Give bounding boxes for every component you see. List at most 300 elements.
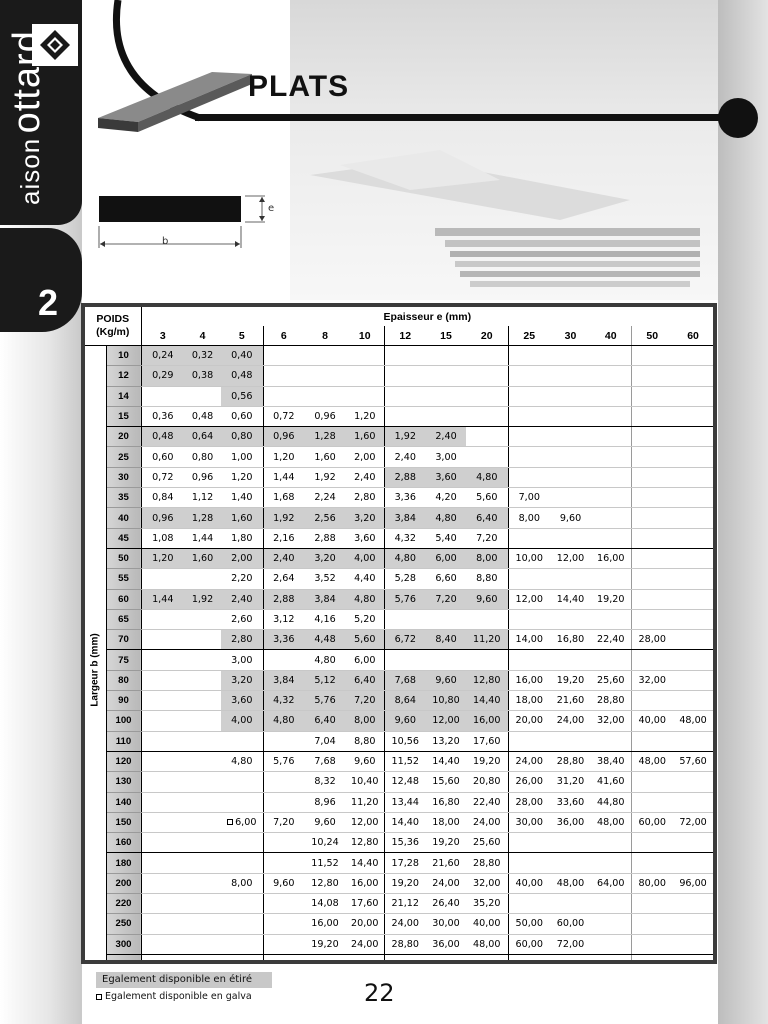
weight-value: 2,88 [273,593,295,605]
weight-value: 4,48 [314,634,336,646]
weight-value: 16,80 [556,634,585,646]
table-row [85,366,713,386]
weight-cell [466,853,508,873]
weight-value: 2,40 [273,553,295,565]
weight-value: 1,92 [394,431,416,443]
weight-cell [221,772,263,792]
weight-value: 3,12 [273,614,295,625]
weight-cell [591,488,631,508]
weight-cell [141,346,184,366]
weight-value: 40,00 [473,918,501,930]
weight-value: 26,40 [432,898,460,910]
thickness-header: 6 [263,326,304,346]
weight-value: 16,80 [432,796,460,808]
weight-cell [591,386,631,406]
galva-marker-icon [96,994,102,1000]
table-row [85,346,713,366]
weight-cell [346,488,384,508]
weight-cell [426,589,466,609]
weight-value: 9,60 [273,877,295,889]
weight-cell [673,650,713,670]
weight-cell [508,650,550,670]
weight-cell [184,751,221,771]
width-row-header: 180 [106,853,141,873]
table-row [85,934,713,954]
weight-cell [346,548,384,568]
weight-cell [591,751,631,771]
weight-cell [384,833,426,853]
weight-value: 2,40 [394,451,416,463]
weight-value: 2,40 [435,431,457,443]
weight-cell [550,467,591,487]
weight-value: 48,00 [638,756,666,768]
weight-value: 28,80 [556,756,585,768]
weight-cell [508,366,550,386]
weight-cell [591,447,631,467]
weight-cell [184,914,221,934]
weight-cell [184,569,221,589]
weight-cell [631,731,673,751]
weight-cell [550,833,591,853]
weight-value: 7,20 [354,695,376,707]
weight-cell [384,894,426,914]
weight-value: 4,80 [231,756,253,768]
weight-value: 4,16 [314,614,336,625]
weight-cell [263,751,304,771]
weight-cell [141,508,184,528]
weight-cell [550,934,591,954]
table-row [85,711,713,731]
weight-cell [384,508,426,528]
width-row-header: 25 [106,447,141,467]
weight-cell [346,589,384,609]
weight-cell [184,873,221,893]
weight-cell [346,630,384,650]
weight-cell [304,812,346,832]
weight-value: 14,00 [515,634,543,646]
weight-cell [141,914,184,934]
weight-value: 2,64 [273,573,295,585]
weight-value: 1,68 [273,492,295,504]
weight-cell [591,812,631,832]
weight-cell [550,427,591,447]
thickness-group-header: Epaisseur e (mm) [383,310,472,323]
weight-cell [346,650,384,670]
weight-cell [221,914,263,934]
weight-cell [631,386,673,406]
weight-cell [508,447,550,467]
weight-cell [591,914,631,934]
weight-cell [631,447,673,467]
weight-cell [673,691,713,711]
weight-value: 3,84 [314,593,336,605]
weight-cell [673,589,713,609]
table-row [85,386,713,406]
weight-cell [384,488,426,508]
weight-cell [508,914,550,934]
weight-cell [184,427,221,447]
weight-value: 2,88 [314,532,336,544]
weight-cell [673,731,713,751]
weight-cell [263,609,304,629]
table-row [85,427,713,447]
weight-cell [346,731,384,751]
weight-cell [591,406,631,426]
weight-cell [673,467,713,487]
weight-value: 1,20 [354,411,376,423]
weight-cell [384,691,426,711]
weight-value: 28,80 [391,938,419,950]
weight-value: 12,00 [351,816,379,828]
weight-value: 6,60 [435,573,457,585]
weight-value: 1,60 [231,512,253,524]
weight-cell [184,346,221,366]
width-row-header: 70 [106,630,141,650]
weight-value: 33,60 [556,796,585,808]
weight-cell [631,812,673,832]
weight-value: 0,80 [231,431,253,443]
weight-value: 0,36 [152,411,174,423]
title-dot [718,98,758,138]
weight-cell [466,488,508,508]
weight-cell [384,751,426,771]
weight-cell [141,569,184,589]
weight-cell [550,691,591,711]
weight-cell [346,853,384,873]
thickness-header: 8 [304,326,346,346]
table-row [85,792,713,812]
weight-cell [550,528,591,548]
weight-cell [346,366,384,386]
weight-cell [426,467,466,487]
weight-cell [346,609,384,629]
table-row [85,853,713,873]
weight-cell [384,630,426,650]
weight-value: 10,80 [432,695,460,707]
weight-cell [346,528,384,548]
weight-cell [426,427,466,447]
weight-cell [263,914,304,934]
weight-value: 6,00 [235,816,257,828]
weight-cell [141,731,184,751]
weight-cell [673,427,713,447]
table-row [85,691,713,711]
weight-cell [631,894,673,914]
weight-value: 0,60 [231,411,253,423]
weight-value: 1,80 [231,532,253,544]
weight-cell [221,853,263,873]
weight-value: 44,80 [597,796,625,808]
weight-value: 12,00 [556,553,585,565]
weight-value: 4,80 [476,471,498,483]
weight-cell [631,528,673,548]
weight-cell [221,751,263,771]
weight-cell [346,873,384,893]
weight-cell [184,528,221,548]
weight-value: 4,80 [354,593,376,605]
weight-cell [384,711,426,731]
weight-value: 1,40 [231,492,253,504]
weight-value: 7,20 [273,816,295,828]
weight-cell [141,528,184,548]
weight-cell [550,650,591,670]
weight-cell [263,548,304,568]
weight-value: 9,60 [476,593,498,605]
weight-value: 19,20 [311,938,339,950]
weight-value: 6,40 [354,674,376,686]
weight-cell [631,650,673,670]
weight-value: 2,20 [231,573,253,585]
weight-cell [591,589,631,609]
weight-value: 20,00 [515,715,543,727]
weight-cell [184,650,221,670]
weight-cell [346,772,384,792]
weight-cell [346,833,384,853]
weight-value: 20,80 [473,776,501,788]
weight-value: 8,32 [314,776,336,788]
weight-cell [141,853,184,873]
weight-cell [508,670,550,690]
width-row-header: 75 [106,650,141,670]
weight-cell [263,630,304,650]
weight-value: 19,20 [432,837,460,849]
weight-cell [184,630,221,650]
weight-cell [550,406,591,426]
weight-cell [631,792,673,812]
table-row [85,630,713,650]
weight-cell [631,691,673,711]
weight-value: 1,08 [152,532,174,544]
weight-value: 30,00 [515,816,543,828]
thickness-header: 30 [550,326,591,346]
weight-cell [304,366,346,386]
weight-cell [141,406,184,426]
table-row [85,467,713,487]
weight-cell [184,488,221,508]
width-axis-label: Largeur b (mm) [89,633,101,707]
thickness-header: 10 [346,326,384,346]
weight-cell [550,894,591,914]
weight-cell [426,447,466,467]
weight-value: 16,00 [473,715,501,727]
weight-cell [346,467,384,487]
weight-cell [346,751,384,771]
weight-value: 19,20 [391,877,419,889]
weight-cell [426,934,466,954]
width-axis-label-cell [85,346,106,961]
weight-cell [591,528,631,548]
thickness-header: 3 [141,326,184,346]
weight-cell [591,954,631,960]
table-row [85,609,713,629]
weight-cell [591,548,631,568]
weight-cell [426,873,466,893]
weight-cell [346,447,384,467]
weight-cell [466,751,508,771]
weight-cell [550,488,591,508]
weight-value: 40,00 [638,715,666,727]
weight-cell [591,609,631,629]
weight-cell [304,894,346,914]
width-row-header: 55 [106,569,141,589]
weight-cell [384,386,426,406]
weight-value: 20,00 [351,918,379,930]
weight-value: 0,38 [191,370,214,382]
weight-value: 4,80 [435,512,457,524]
weight-cell [550,711,591,731]
weight-value: 30,00 [432,918,460,930]
brand-name-part1: aison [15,137,45,205]
weight-cell [426,508,466,528]
weight-cell [466,528,508,548]
weight-value: 4,80 [394,553,416,565]
weight-cell [221,894,263,914]
weight-cell [631,853,673,873]
weight-cell [304,670,346,690]
weight-cell [304,427,346,447]
weight-cell [384,467,426,487]
width-row-header: 140 [106,792,141,812]
weight-cell [508,873,550,893]
weight-value: 5,60 [354,634,376,646]
weight-cell [141,366,184,386]
weight-cell [304,447,346,467]
weight-value: 3,00 [435,451,457,463]
weight-cell [304,488,346,508]
weight-value: 24,00 [515,756,543,768]
galva-marker-icon [227,819,233,825]
weight-value: 3,84 [273,674,295,686]
weight-cell [304,792,346,812]
weight-value: 1,44 [191,532,214,544]
weight-value: 12,00 [432,715,460,727]
weight-cell [508,589,550,609]
weight-cell [550,609,591,629]
weight-cell [466,934,508,954]
table-row [85,670,713,690]
thickness-header: 15 [426,326,466,346]
weight-cell [591,853,631,873]
weight-value: 3,84 [394,512,416,524]
weight-cell [591,711,631,731]
weight-value: 72,00 [679,816,707,828]
weight-cell [263,853,304,873]
weight-cell [304,711,346,731]
weight-cell [346,569,384,589]
weight-table [85,307,713,960]
weight-cell [426,751,466,771]
weight-cell [591,894,631,914]
weight-value: 1,20 [273,451,295,463]
weight-value: 6,40 [476,512,498,524]
weight-cell [673,792,713,812]
weight-value: 3,36 [394,492,416,504]
weight-value: 4,00 [231,715,253,727]
weight-cell [184,772,221,792]
weight-value: 13,44 [391,796,419,808]
weight-value: 24,00 [432,877,460,889]
weight-cell [346,406,384,426]
weight-cell [631,914,673,934]
weight-cell [426,711,466,731]
weight-cell [631,589,673,609]
weight-cell [263,934,304,954]
weight-cell [141,467,184,487]
weight-cell [263,873,304,893]
weight-cell [466,569,508,589]
weight-cell [304,386,346,406]
weight-cell [466,873,508,893]
weight-value: 4,40 [354,573,376,585]
weight-cell [346,711,384,731]
weight-cell [426,609,466,629]
weight-cell [466,386,508,406]
weight-value: 8,40 [435,634,457,646]
table-row [85,731,713,751]
weight-value: 7,20 [476,532,498,544]
weight-cell [384,589,426,609]
thickness-header: 40 [591,326,631,346]
weight-cell [508,691,550,711]
weight-cell [263,346,304,366]
weight-cell [184,934,221,954]
weight-cell [384,731,426,751]
weight-cell [304,650,346,670]
weight-cell [591,731,631,751]
width-row-header: 12 [106,366,141,386]
weight-cell [221,366,263,386]
weight-value: 8,96 [314,796,336,808]
weight-value: 3,52 [314,573,336,585]
weight-value: 14,40 [351,857,379,869]
width-row-header: 130 [106,772,141,792]
weight-value: 5,28 [394,573,416,585]
weight-cell [426,650,466,670]
weight-value: 3,60 [435,471,457,483]
weight-cell [221,934,263,954]
weight-cell [550,670,591,690]
table-row [85,772,713,792]
weight-cell [184,406,221,426]
weight-value: 3,60 [354,532,376,544]
weight-cell [141,954,184,960]
weight-value: 9,60 [354,756,376,768]
weight-cell [591,630,631,650]
weight-value: 0,48 [231,370,253,382]
weight-cell [550,548,591,568]
weight-value: 3,20 [314,553,336,565]
weight-cell [631,406,673,426]
weight-cell [673,366,713,386]
weight-cell [466,508,508,528]
weight-cell [141,670,184,690]
weight-value: 2,00 [354,451,376,463]
weight-value: 2,40 [231,593,253,605]
weight-cell [673,772,713,792]
weight-value: 48,00 [597,816,625,828]
weight-value: 15,60 [432,776,460,788]
weight-value: 7,00 [518,492,540,504]
weight-cell [346,812,384,832]
weight-cell [346,346,384,366]
weight-cell [426,528,466,548]
weight-cell [221,427,263,447]
weight-cell [466,731,508,751]
weight-value: 3,20 [354,512,376,524]
weight-cell [631,772,673,792]
weight-cell [631,366,673,386]
weight-cell [673,528,713,548]
